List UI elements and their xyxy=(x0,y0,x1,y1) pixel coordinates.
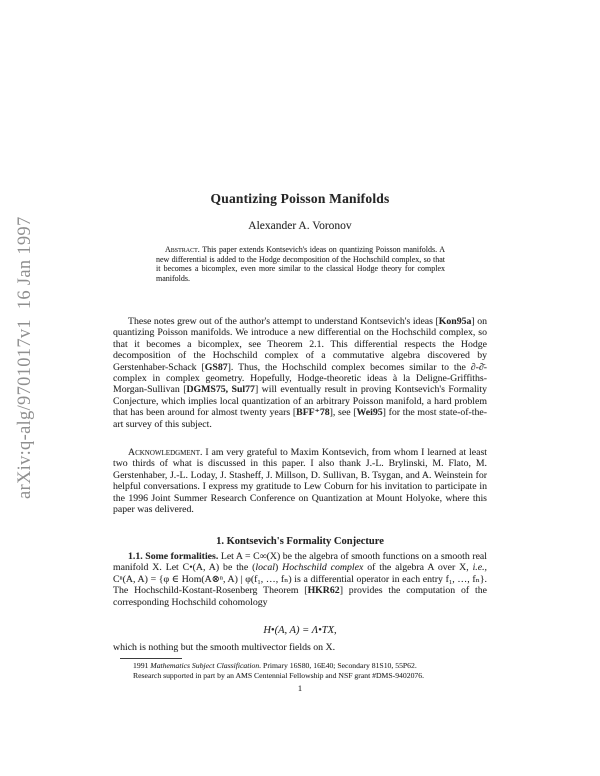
author-name: Alexander A. Voronov xyxy=(248,220,352,232)
emphasis-local: local xyxy=(255,562,275,574)
citation-wei95: Wei95 xyxy=(356,407,383,419)
abstract-label: Abstract. xyxy=(165,245,200,254)
footnote-rule xyxy=(120,658,182,659)
intro-paragraph xyxy=(113,316,487,430)
citation-dgms75-sul77: DGMS75, Sul77 xyxy=(186,384,255,396)
emphasis-hochschild-complex: Hochschild complex xyxy=(282,562,364,574)
citation-bff78: BFF⁺78 xyxy=(296,407,330,419)
citation-gs87: GS87 xyxy=(204,361,228,373)
acknowledgment-text: I am very grateful to Maxim Kontsevich, from whom I learned at least two thirds of what is discussed in this paper. I also thank J.-L. Brylinski, M. Flato, M. Gerstenhaber, J.-L. Loday, J. Stasheff, J. Millson, D. Sullivan, B. Tsygan, and A. Weinstein for helpful conversations. I express my gratitude to Lew Coburn for his invitation to participate in the 1996 Joint Summer Research Conference on Quantization at Mount Holyoke, where this paper was delivered. xyxy=(113,447,487,516)
intro-text: ] will eventually result in proving Kontsevich's Formality Conjecture, which implies local quantization of an arbitrary Poisson manifold, a hard problem that has been around for almost twenty years [ xyxy=(113,384,488,419)
footnote-msc-codes: Primary 16S80, 16E40; Secondary 81S10, 55P62. xyxy=(261,661,417,670)
abstract-text: This paper extends Kontsevich's ideas on quantizing Poisson manifolds. A new differential is added to the Hodge decomposition of the Hochschild complex, so that it becomes a bicomplex, even more similar to the classical Hodge theory for complex manifolds. xyxy=(156,245,445,284)
display-equation: H•(A, A) = Λ•TX, xyxy=(263,625,337,636)
section-1-heading: 1. Kontsevich's Formality Conjecture xyxy=(216,536,384,547)
subsection-text: Let A = C∞(X) be the algebra of smooth functions on a smooth real manifold X. Let C•(A, A) be the ( xyxy=(113,551,487,574)
subsection-text: of the algebra A over X, xyxy=(363,562,473,574)
acknowledgment-label: Acknowledgment. xyxy=(128,447,203,458)
subsection-1-1-title: 1.1. Some formalities. xyxy=(128,551,219,562)
page-number: 1 xyxy=(297,683,303,693)
emphasis-ie: i.e., xyxy=(472,562,487,574)
intro-text: ] on quantizing Poisson manifolds. We introduce a new differential on the Hochschild complex, so that it becomes a bicomplex, see Theorem 2.1. This differential respects the Hodge decomposition of the Hochschild complex of a commutative algebra discovered by Gerstenhaber-Schack [ xyxy=(113,316,487,373)
subsection-text: ] provides the computation of the corresponding Hochschild cohomology xyxy=(113,585,487,608)
footnote-msc xyxy=(113,661,487,671)
paper-title: Quantizing Poisson Manifolds xyxy=(210,191,390,206)
footnote-msc-title: Mathematics Subject Classification. xyxy=(150,661,262,670)
arxiv-stamp: arXiv:q-alg/9701017v1 16 Jan 1997 xyxy=(15,216,35,499)
abstract xyxy=(156,245,445,284)
citation-hkr62: HKR62 xyxy=(307,585,340,597)
subsection-text: ) xyxy=(274,562,283,574)
citation-kon95a: Kon95a xyxy=(438,316,472,327)
intro-text: These notes grew out of the author's attempt to understand Kontsevich's ideas [ xyxy=(128,316,439,327)
intro-text: ], see [ xyxy=(329,407,357,419)
subsection-1-1-paragraph xyxy=(113,551,487,608)
subsection-text: Cⁿ(A, A) = {φ ∈ Hom(A⊗ⁿ, A) | φ(f₁, …, fₙ) is a differential operator in each entry f₁, …, fₙ}. The Hochschild-Kostant-Rosenberg Theorem [ xyxy=(113,573,487,597)
footnote-year: 1991 xyxy=(133,661,151,670)
after-equation-text: which is nothing but the smooth multivector fields on X. xyxy=(113,642,336,653)
intro-text: ]. Thus, the Hochschild complex becomes similar to the ∂-∂̄-complex in complex geometry. Hopefully, Hodge-theoretic ideas à la Deligne-Griffiths-Morgan-Sullivan [ xyxy=(113,361,488,396)
footnote-funding: Research supported in part by an AMS Centennial Fellowship and NSF grant #DMS-9402076. xyxy=(133,671,425,680)
acknowledgment-paragraph xyxy=(113,447,487,515)
intro-text: ] for the most state-of-the-art survey of this subject. xyxy=(113,407,487,430)
